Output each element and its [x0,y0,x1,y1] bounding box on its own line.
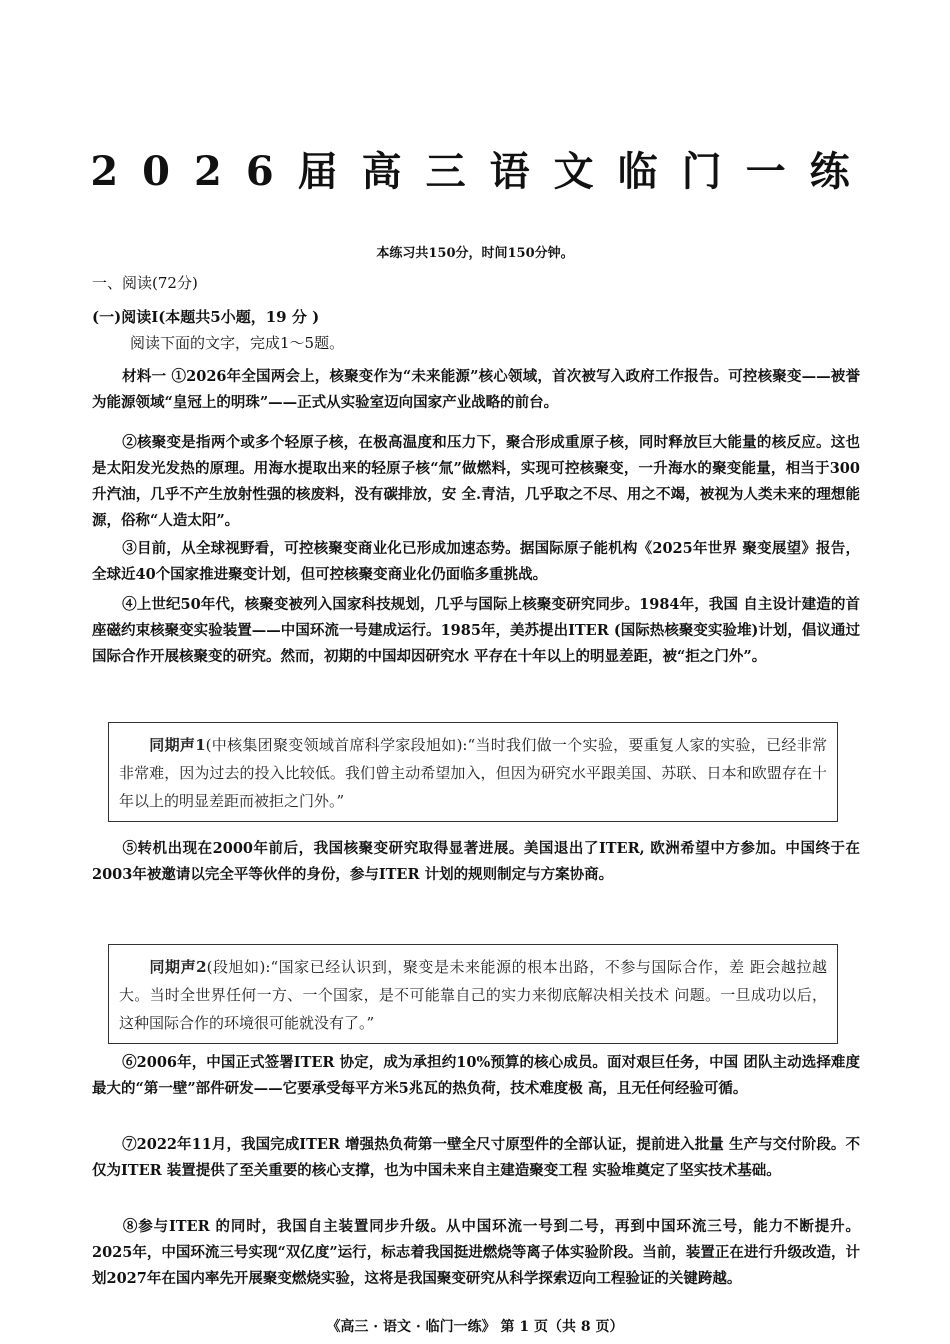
page-footer: 《高三 · 语文 · 临门一练》 第 1 页（共 8 页） [326,1319,624,1335]
paragraph-1: 材料一 ①2026年全国两会上，核聚变作为“未来能源”核心领域，首次被写入政府工作报告。可控核聚变——被誉为能源领域“皇冠上的明珠”——正式从实验室迈向国家产业战略的前台。 [92,368,860,411]
instruction: 阅读下面的文字，完成1～5题。 [130,334,345,352]
paragraph-6: ⑥2006年，中国正式签署ITER 协定，成为承担约10%预算的核心成员。面对艰巨任务，中国 团队主动选择难度最大的“第一壁”部件研发——它要承受每平方米5兆瓦的热负荷，技术难度极 高，且无任何经验可循。 [92,1054,860,1097]
paragraph-2: ②核聚变是指两个或多个轻原子核，在极高温度和压力下，聚合形成重原子核，同时释放巨大能量的核反应。这也是太阳发光发热的原理。用海水提取出来的轻原子核“氚”做燃料，实现可控核聚变，一升海水的聚变能量，相当于300升汽油，几乎不产生放射性强的核废料，没有碳排放，安 全.青洁，几乎取之不尽、用之不竭，被视为人类未来的理想能源，俗称“人造太阳”。 [92,434,860,529]
page-title: 2026届高三语文临门一练 [90,148,874,195]
exam-info: 本练习共150分，时间150分钟。 [376,246,574,261]
paragraph-3: ③目前，从全球视野看，可控核聚变商业化已形成加速态势。据国际原子能机构《2025年世界 聚变展望》报告，全球近40个国家推进聚变计划，但可控核聚变商业化仍面临多重挑战。 [92,540,860,583]
paragraph-5: ⑤转机出现在2000年前后，我国核聚变研究取得显著进展。美国退出了ITER, 欧洲希望中方参加。中国终于在2003年被邀请以完全平等伙伴的身份，参与ITER 计划的规则制定与方案协商。 [92,840,860,883]
paragraph-8: ⑧参与ITER 的同时，我国自主装置同步升级。从中国环流一号到二号，再到中国环流三号，能力不断提升。2025年，中国环流三号实现“双亿度”运行，标志着我国挺进燃烧等离子体实验阶段。当前，装置正在进行升级改造，计划2027年在国内率先开展聚变燃烧实验，这将是我国聚变研究从科学探索迈向工程验证的关键跨越。 [92,1218,860,1287]
quote-box-1 [108,722,838,822]
paragraph-7: ⑦2022年11月，我国完成ITER 增强热负荷第一壁全尺寸原型件的全部认证，提前进入批量 生产与交付阶段。不仅为ITER 装置提供了至关重要的核心支撑，也为中国未来自主建造聚变工程 实验堆奠定了坚实技术基础。 [92,1136,860,1179]
quote-text: (段旭如):“国家已经认识到，聚变是未来能源的根本出路，不参与国际合作，差 距会越拉越大。当时全世界任何一方、一个国家，是不可能靠自己的实力来彻底解决相关技术 问题。一旦成功以后，这种国际合作的环境很可能就没有了。” [119,958,827,1032]
quote-lead: 同期声1 [149,736,206,754]
quote-lead: 同期声2 [149,958,207,976]
quote-box-2 [108,944,838,1044]
paragraph-4: ④上世纪50年代，核聚变被列入国家科技规划，几乎与国际上核聚变研究同步。1984年，我国 自主设计建造的首座磁约束核聚变实验装置——中国环流一号建成运行。1985年，美苏提出ITER (国际热核聚变实验堆)计划，倡议通过国际合作开展核聚变的研究。然而，初期的中国却因研究水 平存在十年以上的明显差距，被“拒之门外”。 [92,596,860,665]
quote-text: (中核集团聚变领域首席科学家段旭如):“当时我们做一个实验，要重复人家的实验，已经非常非常难，因为过去的投入比较低。我们曾主动希望加入，但因为研究水平跟美国、苏联、日本和欧盟存在十年以上的明显差距而被拒之门外。” [119,736,828,810]
subsection-heading: (一)阅读Ⅰ(本题共5小题，19 分 ) [92,308,320,326]
section-heading: 一、阅读(72分) [92,274,198,292]
